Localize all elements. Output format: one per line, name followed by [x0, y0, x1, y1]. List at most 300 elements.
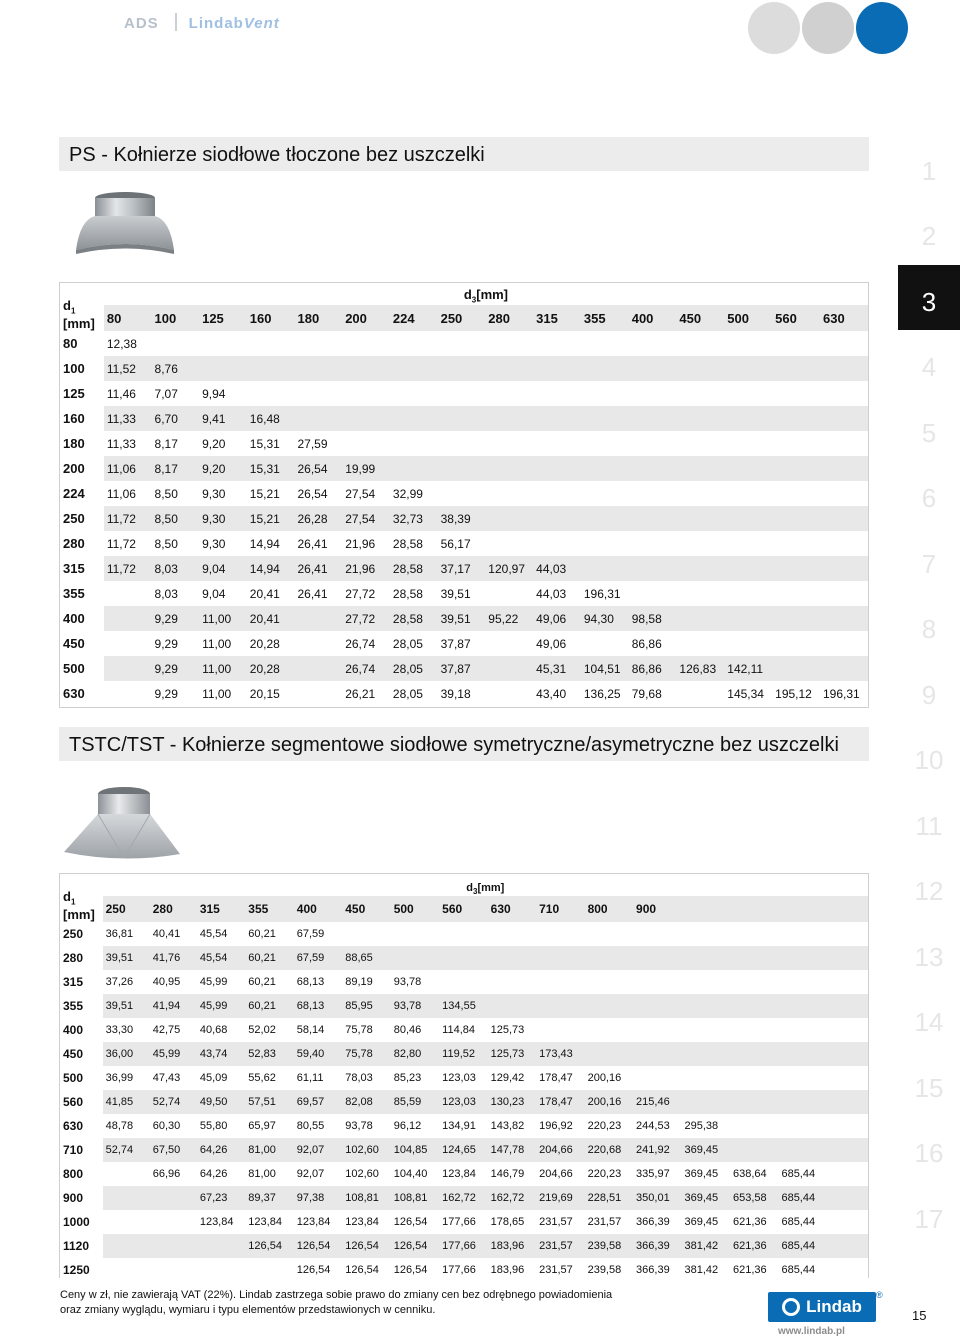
- table-cell: 36,99: [103, 1066, 150, 1090]
- table-cell: [390, 331, 438, 356]
- table-cell: 78,03: [342, 1066, 390, 1090]
- table-cell: 52,83: [245, 1042, 293, 1066]
- table-cell: 45,54: [197, 922, 245, 946]
- chapter-tab-16[interactable]: 16: [898, 1116, 960, 1182]
- footer-disclaimer: [60, 1288, 612, 1318]
- table-cell: [581, 531, 629, 556]
- chapter-tab-8[interactable]: 8: [898, 592, 960, 658]
- table-row: [60, 581, 868, 606]
- table-cell: 26,54: [294, 456, 342, 481]
- table-cell: 41,85: [103, 1090, 150, 1114]
- chapter-tab-13[interactable]: 13: [898, 919, 960, 985]
- table-cell: 39,51: [103, 946, 150, 970]
- table-cell: [104, 631, 152, 656]
- table-cell: [294, 381, 342, 406]
- table-cell: 14,94: [247, 556, 295, 581]
- row-header-d1: 280: [60, 531, 104, 556]
- table-cell: 685,44: [778, 1234, 826, 1258]
- chapter-tab-5[interactable]: 5: [898, 395, 960, 461]
- price-table-ps: [60, 283, 868, 706]
- table-cell: 621,36: [730, 1210, 778, 1234]
- table-cell: [676, 556, 724, 581]
- column-header: 560: [439, 896, 487, 922]
- table-cell: 123,84: [294, 1210, 342, 1234]
- table-cell: [778, 1042, 826, 1066]
- table-cell: [438, 356, 486, 381]
- column-header: 630: [820, 305, 868, 331]
- table-cell: [676, 481, 724, 506]
- table-cell: [730, 1018, 778, 1042]
- table-cell: [585, 994, 633, 1018]
- table-cell: 92,07: [294, 1162, 342, 1186]
- row-header-d1: 450: [60, 631, 104, 656]
- table-cell: 220,23: [585, 1162, 633, 1186]
- table-cell: [820, 406, 868, 431]
- table-row: [60, 1042, 868, 1066]
- website-link[interactable]: www.lindab.pl: [778, 1326, 845, 1337]
- table-cell: [827, 946, 868, 970]
- table-cell: 183,96: [488, 1234, 536, 1258]
- table-cell: [150, 1234, 197, 1258]
- chapter-tab-7[interactable]: 7: [898, 526, 960, 592]
- table-cell: 39,51: [438, 581, 486, 606]
- table-cell: 45,99: [197, 994, 245, 1018]
- table-cell: 177,66: [439, 1234, 487, 1258]
- table-cell: [247, 331, 295, 356]
- table-cell: 95,22: [485, 606, 533, 631]
- table-cell: 43,40: [533, 681, 581, 706]
- table-cell: [820, 556, 868, 581]
- table-cell: 9,30: [199, 506, 247, 531]
- table-cell: 28,58: [390, 581, 438, 606]
- chapter-tab-15[interactable]: 15: [898, 1050, 960, 1116]
- table-cell: 52,74: [103, 1138, 150, 1162]
- table-cell: 11,00: [199, 656, 247, 681]
- table-cell: 9,29: [152, 656, 200, 681]
- column-header: 100: [152, 305, 200, 331]
- table-cell: [294, 681, 342, 706]
- table-cell: 26,41: [294, 556, 342, 581]
- table-cell: [724, 331, 772, 356]
- row-header-d1: 450: [60, 1042, 103, 1066]
- table-cell: 196,31: [581, 581, 629, 606]
- table-cell: [676, 456, 724, 481]
- column-header: 160: [247, 305, 295, 331]
- table-cell: 85,23: [391, 1066, 439, 1090]
- table-cell: 204,66: [536, 1162, 584, 1186]
- table-cell: 11,00: [199, 681, 247, 706]
- table-cell: 134,91: [439, 1114, 487, 1138]
- chapter-tab-12[interactable]: 12: [898, 854, 960, 920]
- footer-disclaimer-line1: Ceny w zł, nie zawierają VAT (22%). Lindab zastrzega sobie prawo do zmiany cen bez odrębnego powiadomienia: [60, 1289, 613, 1301]
- table-cell: [778, 1066, 826, 1090]
- row-header-d1: 1120: [60, 1234, 103, 1258]
- table-cell: [724, 456, 772, 481]
- table-cell: 9,20: [199, 431, 247, 456]
- table-cell: 162,72: [439, 1186, 487, 1210]
- table-cell: [730, 1042, 778, 1066]
- price-table-tstc: [60, 874, 868, 1282]
- table-cell: 8,17: [152, 456, 200, 481]
- table-cell: 231,57: [536, 1210, 584, 1234]
- table-cell: [245, 1258, 293, 1282]
- table-cell: 220,23: [585, 1114, 633, 1138]
- column-header: 315: [533, 305, 581, 331]
- table-cell: [820, 481, 868, 506]
- table-cell: [778, 1138, 826, 1162]
- table-cell: [390, 356, 438, 381]
- table-cell: 239,58: [585, 1234, 633, 1258]
- table-row: [60, 1234, 868, 1258]
- table-cell: [342, 356, 390, 381]
- table-cell: 67,23: [197, 1186, 245, 1210]
- column-header: [730, 896, 778, 922]
- table-cell: [772, 606, 820, 631]
- row-header-d1: 80: [60, 331, 104, 356]
- table-cell: 123,03: [439, 1090, 487, 1114]
- table-cell: [730, 1090, 778, 1114]
- table-cell: [724, 356, 772, 381]
- table-cell: 21,96: [342, 531, 390, 556]
- table-cell: 38,39: [438, 506, 486, 531]
- table-cell: [778, 946, 826, 970]
- row-header-d1: 1250: [60, 1258, 103, 1282]
- chapter-tab-3[interactable]: 3: [898, 264, 960, 330]
- table-cell: 638,64: [730, 1162, 778, 1186]
- table-cell: [581, 331, 629, 356]
- column-header: 250: [103, 896, 150, 922]
- table-cell: 123,84: [245, 1210, 293, 1234]
- table-cell: [820, 431, 868, 456]
- table-cell: 146,79: [488, 1162, 536, 1186]
- table-row: [60, 946, 868, 970]
- table-cell: 11,06: [104, 456, 152, 481]
- lindab-logo: [768, 1292, 876, 1322]
- table-cell: 381,42: [682, 1258, 730, 1282]
- table-cell: 366,39: [633, 1234, 681, 1258]
- table-cell: [485, 531, 533, 556]
- table-cell: 11,72: [104, 531, 152, 556]
- table-cell: 244,53: [633, 1114, 681, 1138]
- table-cell: [439, 946, 487, 970]
- chapter-sidebar: [898, 133, 960, 1247]
- table-cell: 9,04: [199, 581, 247, 606]
- table-cell: 47,43: [150, 1066, 197, 1090]
- table-cell: [820, 456, 868, 481]
- table-cell: 26,41: [294, 581, 342, 606]
- table-cell: [772, 506, 820, 531]
- column-header: 355: [581, 305, 629, 331]
- table-cell: [585, 970, 633, 994]
- table-cell: 653,58: [730, 1186, 778, 1210]
- table-cell: [676, 381, 724, 406]
- row-header-d1: 250: [60, 922, 103, 946]
- chapter-tab-9[interactable]: 9: [898, 657, 960, 723]
- table-cell: 52,74: [150, 1090, 197, 1114]
- table-cell: 126,54: [294, 1258, 342, 1282]
- table-cell: 26,74: [342, 631, 390, 656]
- chapter-tab-14[interactable]: 14: [898, 985, 960, 1051]
- table-cell: 49,50: [197, 1090, 245, 1114]
- table-cell: 9,29: [152, 631, 200, 656]
- table-cell: [294, 406, 342, 431]
- table-cell: [633, 1066, 681, 1090]
- lindab-logo-text: Lindab: [806, 1297, 862, 1316]
- table-cell: 102,60: [342, 1162, 390, 1186]
- section-title-tstc: TSTC/TST - Kołnierze segmentowe siodłowe symetryczne/asymetryczne bez uszczelki: [59, 727, 869, 761]
- row-header-d1: 355: [60, 581, 104, 606]
- row-header-d1: 500: [60, 656, 104, 681]
- table-cell: [294, 631, 342, 656]
- table-row: [60, 1114, 868, 1138]
- table-cell: [820, 381, 868, 406]
- table-cell: [533, 506, 581, 531]
- table-cell: 685,44: [778, 1186, 826, 1210]
- d3-header: [103, 874, 868, 896]
- table-cell: 123,84: [197, 1210, 245, 1234]
- table-cell: 68,13: [294, 970, 342, 994]
- table-cell: 45,09: [197, 1066, 245, 1090]
- table-cell: 142,11: [724, 656, 772, 681]
- chapter-tab-6[interactable]: 6: [898, 461, 960, 527]
- table-cell: 82,80: [391, 1042, 439, 1066]
- table-cell: [724, 531, 772, 556]
- d1-header: [60, 874, 103, 922]
- table-cell: 60,21: [245, 922, 293, 946]
- table-cell: [629, 556, 677, 581]
- table-cell: [581, 631, 629, 656]
- table-cell: [485, 631, 533, 656]
- table-cell: 15,31: [247, 456, 295, 481]
- table-cell: 119,52: [439, 1042, 487, 1066]
- table-cell: 9,30: [199, 481, 247, 506]
- column-header: 125: [199, 305, 247, 331]
- table-cell: [633, 1042, 681, 1066]
- chapter-tab-2[interactable]: 2: [898, 199, 960, 265]
- table-cell: 6,70: [152, 406, 200, 431]
- table-cell: [533, 331, 581, 356]
- table-cell: [676, 606, 724, 631]
- table-cell: 60,21: [245, 994, 293, 1018]
- row-header-d1: 400: [60, 1018, 103, 1042]
- table-cell: 108,81: [342, 1186, 390, 1210]
- table-cell: [827, 1162, 868, 1186]
- table-cell: [342, 431, 390, 456]
- table-cell: 44,03: [533, 581, 581, 606]
- table-cell: 27,72: [342, 581, 390, 606]
- table-cell: [533, 406, 581, 431]
- table-cell: 85,59: [391, 1090, 439, 1114]
- table-cell: [827, 1114, 868, 1138]
- table-cell: 26,28: [294, 506, 342, 531]
- table-cell: [820, 581, 868, 606]
- table-cell: 20,28: [247, 631, 295, 656]
- table-cell: 20,28: [247, 656, 295, 681]
- table-cell: 67,59: [294, 922, 342, 946]
- row-header-d1: 630: [60, 681, 104, 706]
- table-cell: 37,87: [438, 656, 486, 681]
- table-cell: [676, 331, 724, 356]
- table-cell: [581, 431, 629, 456]
- table-cell: [730, 922, 778, 946]
- table-cell: 134,55: [439, 994, 487, 1018]
- table-row: [60, 681, 868, 706]
- table-cell: [633, 970, 681, 994]
- table-cell: 123,84: [342, 1210, 390, 1234]
- tstc-saddle-product-image: [62, 772, 182, 867]
- table-cell: 21,96: [342, 556, 390, 581]
- table-cell: 89,37: [245, 1186, 293, 1210]
- table-cell: [488, 970, 536, 994]
- table-cell: [772, 356, 820, 381]
- table-cell: 15,31: [247, 431, 295, 456]
- table-cell: 32,73: [390, 506, 438, 531]
- chapter-tab-1[interactable]: 1: [898, 133, 960, 199]
- column-header: 450: [342, 896, 390, 922]
- table-cell: [827, 1066, 868, 1090]
- table-cell: [390, 381, 438, 406]
- chapter-tab-4[interactable]: 4: [898, 330, 960, 396]
- row-header-d1: 400: [60, 606, 104, 631]
- table-cell: 28,58: [390, 556, 438, 581]
- decor-circle-blue: [856, 2, 908, 54]
- table-cell: [103, 1234, 150, 1258]
- table-cell: 94,30: [581, 606, 629, 631]
- table-cell: 43,74: [197, 1042, 245, 1066]
- d1-label: d: [63, 298, 71, 314]
- table-cell: 9,29: [152, 606, 200, 631]
- table-cell: [439, 922, 487, 946]
- column-header: 80: [104, 305, 152, 331]
- table-cell: [827, 1138, 868, 1162]
- table-cell: [676, 431, 724, 456]
- column-header: [778, 896, 826, 922]
- table-cell: 228,51: [585, 1186, 633, 1210]
- table-cell: 49,06: [533, 631, 581, 656]
- table-cell: [629, 581, 677, 606]
- table-cell: [820, 656, 868, 681]
- d3-label: d: [463, 287, 472, 303]
- table-cell: [533, 456, 581, 481]
- column-header: [682, 896, 730, 922]
- table-cell: 102,60: [342, 1138, 390, 1162]
- table-cell: [197, 1234, 245, 1258]
- table-cell: 49,06: [533, 606, 581, 631]
- column-header: 355: [245, 896, 293, 922]
- row-header-d1: 1000: [60, 1210, 103, 1234]
- table-cell: 196,31: [820, 681, 868, 706]
- table-cell: 60,21: [245, 970, 293, 994]
- table-cell: 183,96: [488, 1258, 536, 1282]
- table-cell: [724, 381, 772, 406]
- row-header-d1: 125: [60, 381, 104, 406]
- table-row: [60, 994, 868, 1018]
- footer-disclaimer-line2: oraz zmiany wyglądu, wymiaru i typu elementów przedstawionych w cenniku.: [60, 1304, 436, 1316]
- table-cell: [485, 331, 533, 356]
- table-cell: 129,42: [488, 1066, 536, 1090]
- table-cell: [772, 481, 820, 506]
- table-cell: [585, 1018, 633, 1042]
- row-header-d1: 355: [60, 994, 103, 1018]
- table-cell: 8,50: [152, 531, 200, 556]
- table-cell: [533, 531, 581, 556]
- table-cell: [682, 970, 730, 994]
- table-cell: 381,42: [682, 1234, 730, 1258]
- table-cell: 48,78: [103, 1114, 150, 1138]
- table-cell: [536, 970, 584, 994]
- table-row: [60, 531, 868, 556]
- table-cell: 369,45: [682, 1186, 730, 1210]
- chapter-tab-10[interactable]: 10: [898, 723, 960, 789]
- table-cell: 55,62: [245, 1066, 293, 1090]
- table-cell: 82,08: [342, 1090, 390, 1114]
- table-cell: [772, 631, 820, 656]
- table-cell: 685,44: [778, 1162, 826, 1186]
- table-cell: [104, 656, 152, 681]
- table-cell: 65,97: [245, 1114, 293, 1138]
- brand-separator: [175, 13, 177, 31]
- brand: [124, 13, 280, 32]
- table-cell: 8,50: [152, 481, 200, 506]
- column-header: 500: [391, 896, 439, 922]
- table-cell: 366,39: [633, 1258, 681, 1282]
- table-cell: 126,54: [391, 1258, 439, 1282]
- d1-unit: [mm]: [63, 316, 95, 331]
- table-cell: 11,46: [104, 381, 152, 406]
- table-row: [60, 481, 868, 506]
- table-row: [60, 381, 868, 406]
- table-cell: [676, 681, 724, 706]
- column-header: [827, 896, 868, 922]
- table-cell: 239,58: [585, 1258, 633, 1282]
- table-cell: 177,66: [439, 1258, 487, 1282]
- table-cell: 350,01: [633, 1186, 681, 1210]
- column-header: 400: [629, 305, 677, 331]
- table-cell: 60,21: [245, 946, 293, 970]
- table-cell: 9,20: [199, 456, 247, 481]
- row-header-d1: 250: [60, 506, 104, 531]
- table-cell: [103, 1162, 150, 1186]
- table-cell: 36,00: [103, 1042, 150, 1066]
- table-cell: 231,57: [536, 1234, 584, 1258]
- table-cell: [820, 331, 868, 356]
- table-cell: 8,50: [152, 506, 200, 531]
- table-cell: 40,95: [150, 970, 197, 994]
- column-header: 180: [294, 305, 342, 331]
- page-number: 15: [912, 1308, 927, 1323]
- row-header-d1: 560: [60, 1090, 103, 1114]
- chapter-tab-11[interactable]: 11: [898, 788, 960, 854]
- column-header: 710: [536, 896, 584, 922]
- table-cell: 75,78: [342, 1042, 390, 1066]
- chapter-tab-17[interactable]: 17: [898, 1181, 960, 1247]
- table-cell: [294, 356, 342, 381]
- decor-circle-light: [748, 2, 800, 54]
- table-cell: 204,66: [536, 1138, 584, 1162]
- table-cell: [724, 581, 772, 606]
- table-cell: [488, 922, 536, 946]
- table-cell: 178,65: [488, 1210, 536, 1234]
- table-cell: 8,03: [152, 556, 200, 581]
- table-cell: 56,17: [438, 531, 486, 556]
- table-cell: [485, 681, 533, 706]
- table-cell: 57,51: [245, 1090, 293, 1114]
- table-cell: [485, 406, 533, 431]
- table-cell: [585, 946, 633, 970]
- table-cell: [676, 506, 724, 531]
- table-cell: [682, 1090, 730, 1114]
- table-cell: [724, 506, 772, 531]
